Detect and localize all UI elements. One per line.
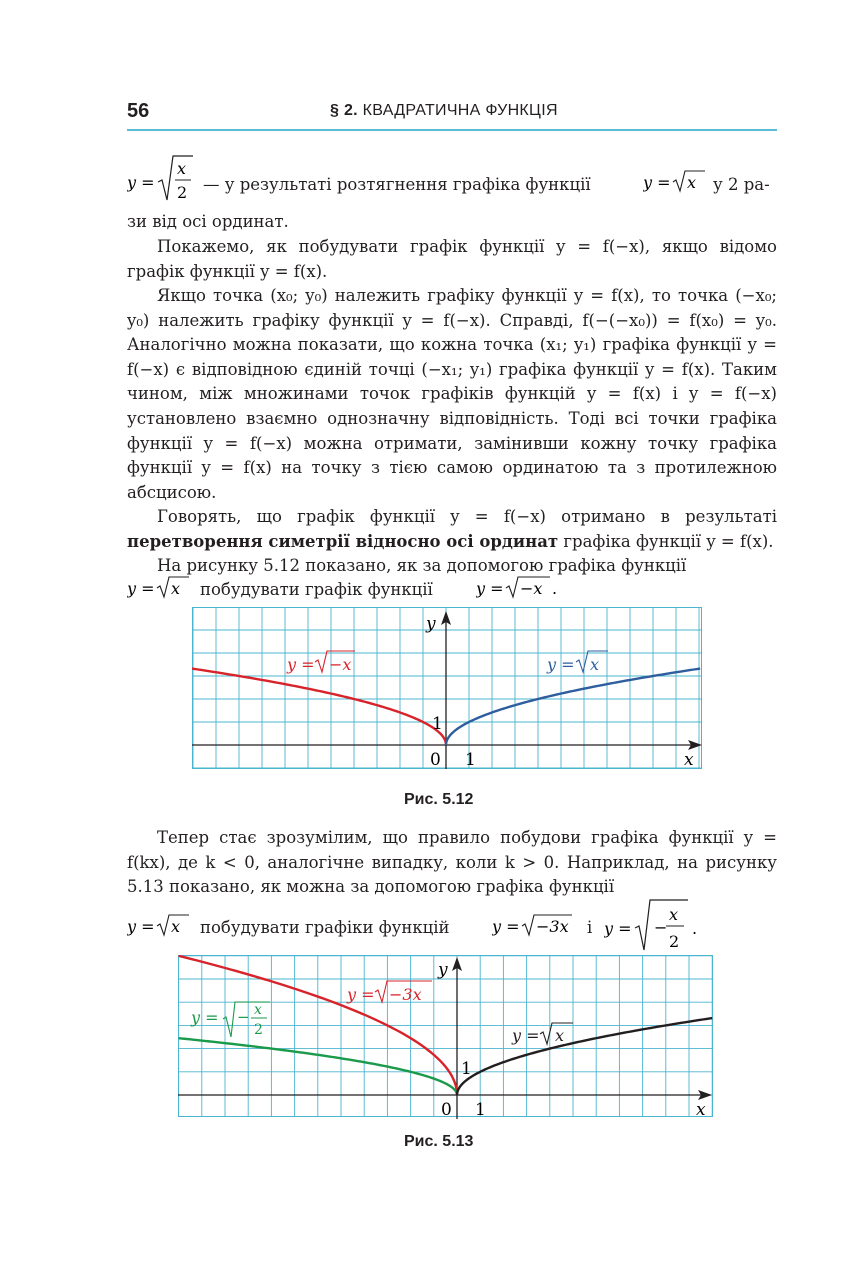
paragraph-6: Тепер стає зрозумілим, що правило побудови графіка функції y = f(kx), де k < 0, аналогічне випадку, коли k > 0. Наприклад, на рисунку 5.13 показано, як можна за допомогою графіка функції bbox=[127, 828, 777, 897]
tick-y-1: 1 bbox=[432, 714, 443, 734]
formula-y: y = bbox=[127, 579, 155, 598]
period: . bbox=[692, 919, 698, 938]
curve-sqrt-neg-x bbox=[192, 669, 446, 745]
figure-5-13-caption: Рис. 5.13 bbox=[404, 1133, 474, 1150]
paragraph-1-end: у 2 ра- bbox=[713, 175, 770, 194]
label-y-eq: y = bbox=[512, 1026, 540, 1045]
paragraph-3: Якщо точка (x₀; y₀) належить графіку функції y = f(x), то точка (−x₀; y₀) належить графіку функції y = f(−x). Справді, f(−(−x₀)) = f(x₀) = y₀. Аналогічно можна показати, що кожна точка (x₁; y₁) графіка функції y = f(−x) є відповідною єдиній точці (−x₁; y₁) графіка функції y = f(x). Таким чином, між множинами точок графіків функцій y = f(x) і y = f(−x) установлено взаємно однозначну відповідність. Тоді всі точки графіка функції y = f(−x) можна отримати, замінивши кожну точку графіка функції y = f(x) на точку з тією самою ординатою та з протилежною абсцисою. bbox=[127, 286, 777, 502]
paragraph-5-a: На рисунку 5.12 показано, як за допомогою графіка функції bbox=[157, 556, 687, 575]
section-title bbox=[330, 102, 558, 120]
formula-sqrt-neg-x-over-2 bbox=[604, 896, 704, 956]
label-y-eq: y = bbox=[191, 1008, 219, 1027]
label-radicand: −3x bbox=[389, 985, 422, 1004]
tick-x-1: 1 bbox=[475, 1100, 486, 1120]
label-minus: − bbox=[237, 1008, 250, 1026]
figure-5-12 bbox=[192, 607, 705, 770]
formula-sqrt-x-2 bbox=[127, 574, 197, 602]
fraction-numerator: x bbox=[177, 159, 187, 178]
radicand: −x bbox=[520, 579, 543, 598]
label-radicand: x bbox=[555, 1026, 565, 1045]
fraction-denominator: 2 bbox=[669, 932, 680, 951]
paragraph-4-b: графіка функції y = f(x). bbox=[563, 531, 774, 551]
label-denominator: 2 bbox=[254, 1022, 263, 1038]
curve-sqrt-x bbox=[446, 669, 700, 745]
paragraph-4 bbox=[127, 505, 777, 554]
label-sqrt-x bbox=[546, 651, 608, 674]
paragraph-1-tail: — у результаті розтягнення графіка функції bbox=[203, 175, 591, 194]
section-name: КВАДРАТИЧНА ФУНКЦІЯ bbox=[362, 102, 558, 119]
paragraph-7-and: і bbox=[587, 918, 593, 937]
minus-sign: − bbox=[654, 918, 668, 937]
radicand: x bbox=[171, 579, 181, 598]
paragraph-5-b: побудувати графік функції bbox=[200, 580, 433, 599]
label-numerator: x bbox=[254, 1002, 262, 1018]
formula-sqrt-x-3 bbox=[127, 912, 197, 940]
tick-y-1: 1 bbox=[461, 1059, 472, 1079]
x-axis-label: x bbox=[684, 750, 694, 770]
label-y-eq: y = bbox=[547, 655, 575, 674]
paragraph-2: Покажемо, як побудувати графік функції y = f(−x), якщо відомо графік функції y = f(x). bbox=[127, 237, 777, 281]
label-radicand: x bbox=[590, 655, 600, 674]
formula-sqrt-x-1 bbox=[643, 168, 713, 196]
label-sqrt-neg-3x bbox=[346, 981, 432, 1004]
label-radicand: −x bbox=[329, 655, 352, 674]
paragraph-4-bold: перетворення симетрії відносно осі ординат bbox=[127, 531, 559, 551]
figure-5-13 bbox=[178, 955, 715, 1120]
formula-y: y = bbox=[604, 919, 632, 938]
section-mark: § 2. bbox=[330, 102, 358, 119]
x-axis-label: x bbox=[696, 1100, 706, 1120]
formula-sqrt-x-over-2 bbox=[127, 150, 197, 208]
header-rule bbox=[127, 129, 777, 131]
curve-sqrt-x bbox=[457, 1018, 712, 1095]
y-axis-label: y bbox=[426, 614, 436, 634]
formula-sqrt-neg-3x bbox=[492, 912, 582, 940]
formula-y: y = bbox=[127, 917, 155, 936]
fraction-numerator: x bbox=[669, 905, 679, 924]
formula-y: y = bbox=[476, 579, 504, 598]
page-number: 56 bbox=[127, 100, 150, 122]
label-sqrt-x bbox=[511, 1023, 573, 1045]
fraction-denominator: 2 bbox=[177, 183, 188, 202]
formula-y: y = bbox=[127, 173, 155, 192]
radicand: x bbox=[171, 917, 181, 936]
label-y-eq: y = bbox=[287, 655, 315, 674]
paragraph-4-a: Говорять, що графік функції y = f(−x) отримано в результаті bbox=[157, 507, 777, 526]
formula-y: y = bbox=[643, 173, 671, 192]
period: . bbox=[552, 579, 558, 598]
y-axis-label: y bbox=[438, 960, 448, 980]
origin-label: 0 bbox=[441, 1100, 452, 1120]
paragraph-7-mid: побудувати графіки функцій bbox=[200, 918, 450, 937]
tick-x-1: 1 bbox=[465, 750, 476, 770]
formula-y: y = bbox=[492, 917, 520, 936]
label-sqrt-neg-x bbox=[286, 651, 355, 674]
formula-sqrt-neg-x bbox=[476, 574, 566, 602]
radical-sign bbox=[158, 156, 193, 200]
radicand: x bbox=[687, 173, 697, 192]
paragraph-1-line-2: зи від осі ординат. bbox=[127, 212, 289, 231]
origin-label: 0 bbox=[430, 750, 441, 770]
label-y-eq: y = bbox=[347, 985, 375, 1004]
figure-5-12-caption: Рис. 5.12 bbox=[404, 791, 474, 808]
radicand: −3x bbox=[536, 917, 569, 936]
